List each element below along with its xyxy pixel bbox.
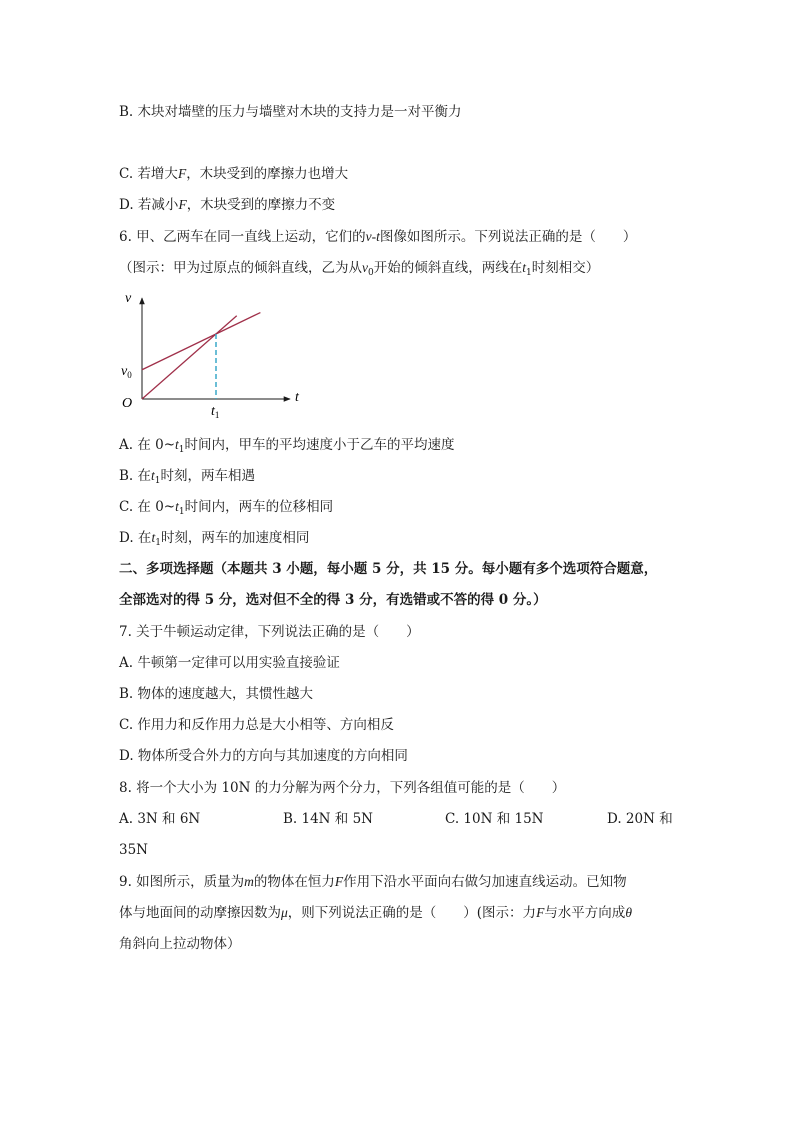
question-8-option-d-cont: 35N — [119, 842, 148, 858]
question-7-option-b: B. 物体的速度越大，其惯性越大 — [119, 686, 314, 702]
question-7-option-a: A. 牛顿第一定律可以用实验直接验证 — [119, 655, 340, 671]
series-line-1 — [142, 316, 237, 399]
section-2-heading: 二、多项选择题（本题共 3 小题，每小题 5 分，共 15 分。每小题有多个选项符合题意， — [119, 561, 658, 577]
y-axis-label: v — [125, 291, 132, 306]
question-9-line1: 9. 如图所示，质量为m的物体在恒力F作用下沿水平面向右做匀加速直线运动。已知物 — [119, 874, 627, 890]
question-9-line2: 体与地面间的动摩擦因数为μ，则下列说法正确的是（ ）(图示：力F与水平方向成θ — [119, 905, 632, 921]
series-line-2 — [142, 313, 260, 370]
question-8-option-a: A. 3N 和 6N — [119, 811, 201, 827]
vt-graph — [115, 288, 315, 423]
question-7-option-c: C. 作用力和反作用力总是大小相等、方向相反 — [119, 717, 394, 733]
question-6: 6. 甲、乙两车在同一直线上运动，它们的v-t图像如图所示。下列说法正确的是（ ） — [119, 229, 637, 245]
question-6-option-b: B. 在$t_1$时刻，两车相遇 — [119, 468, 256, 486]
question-8-option-b: B. 14N 和 5N — [283, 811, 373, 827]
option-c-statement: C. 若增大F，木块受到的摩擦力也增大 — [119, 166, 349, 182]
question-6-figure-hint: （图示：甲为过原点的倾斜直线，乙为从$v_0$开始的倾斜直线，两线在$t_1$时刻相交） — [119, 260, 600, 278]
option-b-statement: B. 木块对墙壁的压力与墙壁对木块的支持力是一对平衡力 — [119, 104, 462, 120]
question-8-option-d: D. 20N 和 — [607, 811, 673, 827]
question-6-option-d: D. 在$t_1$时刻，两车的加速度相同 — [119, 530, 310, 548]
question-6-option-a: A. 在 $0\sim t_1$时间内，甲车的平均速度小于乙车的平均速度 — [119, 437, 455, 455]
v0-tick-label: $v_0$ — [121, 363, 132, 380]
origin-label: O — [122, 396, 133, 411]
option-d-statement: D. 若减小F，木块受到的摩擦力不变 — [119, 197, 336, 213]
question-8-option-c: C. 10N 和 15N — [445, 811, 544, 827]
question-8: 8. 将一个大小为 10N 的力分解为两个分力，下列各组值可能的是（ ） — [119, 780, 566, 796]
section-2-heading-cont: 全部选对的得 5 分，选对但不全的得 3 分，有选错或不答的得 0 分。） — [119, 592, 547, 608]
x-axis-label: t — [295, 390, 299, 405]
question-7-option-d: D. 物体所受合外力的方向与其加速度的方向相同 — [119, 748, 408, 764]
t1-tick-label: $t_1$ — [211, 404, 220, 420]
question-9-line3: 角斜向上拉动物体） — [119, 936, 241, 952]
question-6-option-c: C. 在 $0\sim t_1$时间内，两车的位移相同 — [119, 499, 334, 517]
question-8-options — [119, 809, 673, 829]
question-7: 7. 关于牛顿运动定律，下列说法正确的是（ ） — [119, 624, 420, 640]
